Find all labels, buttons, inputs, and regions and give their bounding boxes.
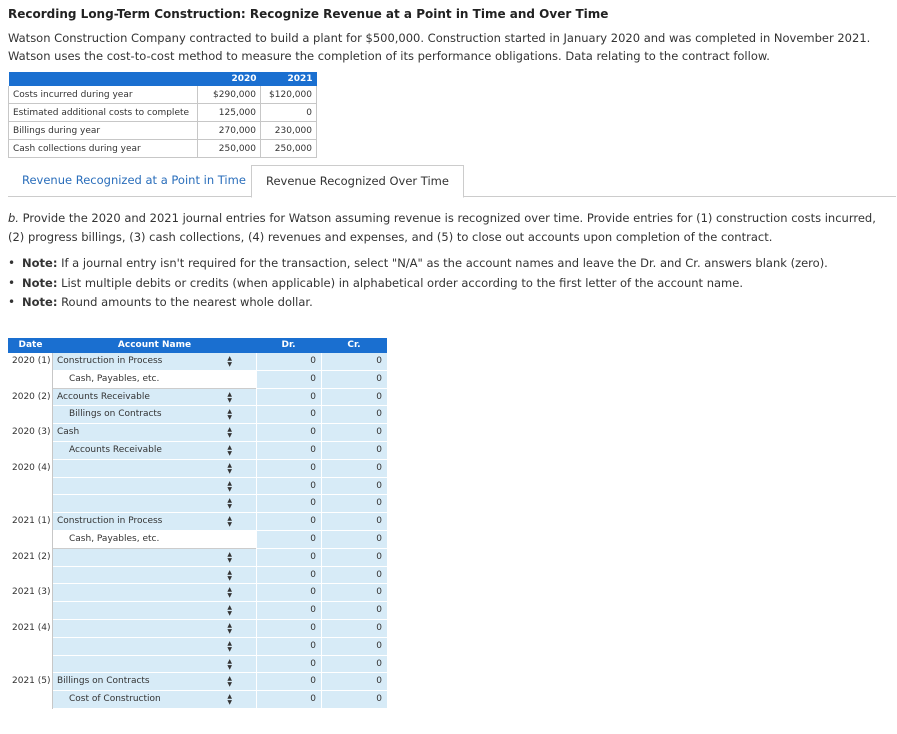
- arrow-glyph-icon: ▼: [227, 610, 232, 618]
- credit-input[interactable]: 0: [321, 478, 387, 496]
- arrow-glyph-icon: ▲: [227, 497, 232, 505]
- credit-input[interactable]: 0: [321, 353, 387, 371]
- credit-input[interactable]: 0: [321, 620, 387, 638]
- account-select[interactable]: [53, 513, 256, 531]
- credit-input[interactable]: 0: [321, 673, 387, 691]
- journal-row: [8, 673, 387, 691]
- account-name: Cash, Payables, etc.: [69, 373, 160, 384]
- journal-row: [8, 442, 387, 460]
- arrow-glyph-icon: ▼: [227, 432, 232, 440]
- account-name-header: Account Name: [117, 340, 192, 350]
- note-label: Note:: [22, 275, 58, 290]
- arrow-glyph-icon: ▼: [227, 467, 232, 475]
- arrow-glyph-icon: ▲: [227, 443, 232, 451]
- credit-input[interactable]: 0: [321, 691, 387, 709]
- select-arrows-icon[interactable]: [227, 356, 232, 368]
- note-item: [8, 274, 888, 294]
- entry-date: 2021 (1): [8, 513, 53, 531]
- debit-input[interactable]: 0: [256, 424, 321, 442]
- row-label: Cash collections during year: [9, 140, 198, 158]
- arrow-glyph-icon: ▼: [227, 396, 232, 404]
- debit-header: Dr.: [281, 340, 296, 350]
- entry-date: [8, 656, 53, 674]
- arrow-glyph-icon: ▲: [227, 621, 232, 629]
- entry-date: [8, 442, 53, 460]
- value-2020: 270,000: [198, 122, 261, 140]
- arrow-glyph-icon: ▼: [227, 361, 232, 368]
- table-row: [9, 122, 317, 140]
- account-name: Billings on Contracts: [57, 676, 150, 687]
- account-name: Construction in Process: [57, 356, 163, 366]
- account-select[interactable]: [53, 620, 256, 638]
- debit-input[interactable]: 0: [256, 389, 321, 407]
- entry-date: [8, 495, 53, 513]
- credit-input[interactable]: 0: [321, 389, 387, 407]
- debit-input[interactable]: 0: [256, 353, 321, 371]
- note-text: Round amounts to the nearest whole dollar.: [57, 295, 313, 309]
- entry-date: [8, 371, 53, 389]
- arrow-glyph-icon: ▲: [227, 693, 232, 701]
- entry-date: 2021 (3): [8, 584, 53, 602]
- account-select[interactable]: [53, 691, 256, 709]
- debit-input[interactable]: 0: [256, 371, 321, 389]
- journal-row: [8, 531, 387, 549]
- arrow-glyph-icon: ▼: [227, 663, 232, 671]
- value-2021: 0: [261, 104, 317, 122]
- account-select[interactable]: [53, 442, 256, 460]
- select-arrows-icon[interactable]: [227, 427, 232, 439]
- debit-input[interactable]: 0: [256, 673, 321, 691]
- contract-data-table: [8, 72, 317, 158]
- debit-input[interactable]: 0: [256, 442, 321, 460]
- value-2020: 125,000: [198, 104, 261, 122]
- journal-row: [8, 371, 387, 389]
- account-fixed: [53, 371, 256, 389]
- arrow-glyph-icon: ▲: [227, 604, 232, 612]
- arrow-glyph-icon: ▼: [227, 699, 232, 707]
- entry-date: [8, 406, 53, 424]
- entry-date: [8, 602, 53, 620]
- arrow-glyph-icon: ▼: [227, 556, 232, 564]
- credit-input[interactable]: 0: [321, 442, 387, 460]
- select-arrows-icon[interactable]: [227, 392, 232, 404]
- credit-input[interactable]: 0: [321, 495, 387, 513]
- arrow-glyph-icon: ▲: [227, 675, 232, 683]
- arrow-glyph-icon: ▼: [227, 521, 232, 529]
- select-arrows-icon[interactable]: [227, 516, 232, 528]
- entry-date: 2020 (2): [8, 389, 53, 407]
- credit-input[interactable]: 0: [321, 656, 387, 674]
- journal-row: [8, 406, 387, 424]
- journal-row: [8, 638, 387, 656]
- arrow-glyph-icon: ▲: [227, 461, 232, 469]
- account-name: Cost of Construction: [69, 694, 161, 705]
- account-fixed: [53, 531, 256, 549]
- arrow-glyph-icon: ▲: [227, 657, 232, 665]
- entry-date: 2020 (3): [8, 424, 53, 442]
- account-name: Accounts Receivable: [69, 444, 162, 455]
- row-label: Costs incurred during year: [9, 86, 198, 104]
- select-arrows-icon[interactable]: [227, 659, 232, 671]
- arrow-glyph-icon: ▼: [227, 414, 232, 422]
- credit-input[interactable]: 0: [321, 602, 387, 620]
- arrow-glyph-icon: ▲: [227, 426, 232, 434]
- entry-date: [8, 691, 53, 709]
- debit-input[interactable]: 0: [256, 638, 321, 656]
- journal-entry-table: [8, 338, 387, 709]
- arrow-glyph-icon: ▲: [227, 355, 232, 362]
- select-arrows-icon[interactable]: [227, 641, 232, 653]
- journal-row: [8, 656, 387, 674]
- note-text: List multiple debits or credits (when applicable) in alphabetical order according to the first letter of the account name.: [57, 275, 743, 290]
- select-arrows-icon[interactable]: [227, 552, 232, 564]
- journal-row: [8, 495, 387, 513]
- entry-date: [8, 567, 53, 585]
- account-select[interactable]: [53, 478, 256, 496]
- debit-input[interactable]: 0: [256, 406, 321, 424]
- select-arrows-icon[interactable]: [227, 694, 232, 706]
- debit-input[interactable]: 0: [256, 531, 321, 549]
- select-arrows-icon[interactable]: [227, 570, 232, 582]
- arrow-glyph-icon: ▼: [227, 681, 232, 689]
- account-name: Cash: [57, 427, 80, 438]
- credit-input[interactable]: 0: [321, 513, 387, 531]
- debit-input[interactable]: 0: [256, 691, 321, 709]
- account-name: Construction in Process: [57, 516, 163, 527]
- row-label: Billings during year: [9, 122, 198, 140]
- journal-header: [8, 338, 387, 353]
- value-2021: 250,000: [261, 140, 317, 158]
- arrow-glyph-icon: ▼: [227, 645, 232, 653]
- arrow-glyph-icon: ▼: [227, 592, 232, 600]
- journal-row: [8, 353, 387, 371]
- debit-input[interactable]: 0: [256, 460, 321, 478]
- credit-input[interactable]: 0: [321, 584, 387, 602]
- journal-row: [8, 584, 387, 602]
- year-header-2021: 2021: [261, 72, 317, 86]
- debit-input[interactable]: 0: [256, 513, 321, 531]
- intro-paragraph: Watson Construction Company contracted to build a plant for $500,000. Construction started in January 2020 and was completed in November 2021. Watson uses the cost-to-cost method to measure the completion of its performance obligations. Data relating to the contract follow.: [8, 31, 871, 63]
- journal-row: [8, 478, 387, 496]
- arrow-glyph-icon: ▲: [227, 479, 232, 487]
- arrow-glyph-icon: ▲: [227, 550, 232, 558]
- arrow-glyph-icon: ▼: [227, 485, 232, 493]
- account-select[interactable]: [53, 424, 256, 442]
- notes-list: [8, 254, 888, 313]
- debit-input[interactable]: 0: [256, 656, 321, 674]
- journal-row: [8, 424, 387, 442]
- note-item: [8, 293, 888, 313]
- credit-input[interactable]: 0: [321, 371, 387, 389]
- credit-input[interactable]: 0: [321, 567, 387, 585]
- credit-input[interactable]: 0: [321, 549, 387, 567]
- account-name: Billings on Contracts: [69, 409, 162, 420]
- year-header-2020: 2020: [198, 72, 261, 86]
- note-label: Note:: [22, 295, 58, 309]
- account-select[interactable]: [53, 602, 256, 620]
- credit-input[interactable]: 0: [321, 424, 387, 442]
- note-item: [8, 254, 888, 274]
- table-corner: [9, 72, 198, 86]
- tab-point-in-time[interactable]: Revenue Recognized at a Point in Time: [22, 173, 246, 187]
- debit-input[interactable]: 0: [256, 620, 321, 638]
- select-arrows-icon[interactable]: [227, 463, 232, 475]
- page-title: Recording Long-Term Construction: Recognize Revenue at a Point in Time and Over Time: [8, 7, 609, 21]
- select-arrows-icon[interactable]: [227, 481, 232, 493]
- entry-date: 2021 (4): [8, 620, 53, 638]
- account-select[interactable]: [53, 584, 256, 602]
- entry-date: 2021 (5): [8, 673, 53, 691]
- debit-input[interactable]: 0: [256, 567, 321, 585]
- value-2020: $290,000: [198, 86, 261, 104]
- account-select[interactable]: [53, 389, 256, 407]
- date-header: Date: [18, 340, 43, 350]
- arrow-glyph-icon: ▼: [227, 449, 232, 457]
- tab-over-time[interactable]: Revenue Recognized Over Time: [251, 165, 464, 198]
- value-2020: 250,000: [198, 140, 261, 158]
- arrow-glyph-icon: ▲: [227, 390, 232, 398]
- account-select[interactable]: [53, 460, 256, 478]
- arrow-glyph-icon: ▲: [227, 568, 232, 576]
- select-arrows-icon[interactable]: [227, 498, 232, 510]
- account-name: Cash, Payables, etc.: [69, 533, 160, 544]
- select-arrows-icon[interactable]: [227, 605, 232, 617]
- select-arrows-icon[interactable]: [227, 676, 232, 688]
- arrow-glyph-icon: ▼: [227, 627, 232, 635]
- tab-bar: [8, 165, 896, 197]
- arrow-glyph-icon: ▲: [227, 586, 232, 594]
- entry-date: [8, 531, 53, 549]
- debit-input[interactable]: 0: [256, 602, 321, 620]
- credit-header: Cr.: [347, 340, 361, 350]
- value-2021: $120,000: [261, 86, 317, 104]
- credit-input[interactable]: 0: [321, 531, 387, 549]
- debit-input[interactable]: 0: [256, 478, 321, 496]
- note-label: Note:: [22, 256, 58, 270]
- account-select[interactable]: [53, 656, 256, 674]
- account-select[interactable]: [53, 549, 256, 567]
- entry-date: 2020 (1): [8, 353, 53, 371]
- select-arrows-icon[interactable]: [227, 445, 232, 457]
- journal-row: [8, 602, 387, 620]
- journal-row: [8, 567, 387, 585]
- journal-row: [8, 513, 387, 531]
- debit-input[interactable]: 0: [256, 584, 321, 602]
- entry-date: 2021 (2): [8, 549, 53, 567]
- arrow-glyph-icon: ▼: [227, 574, 232, 582]
- debit-input[interactable]: 0: [256, 549, 321, 567]
- select-arrows-icon[interactable]: [227, 409, 232, 421]
- select-arrows-icon[interactable]: [227, 623, 232, 635]
- account-select[interactable]: [53, 406, 256, 424]
- arrow-glyph-icon: ▲: [227, 639, 232, 647]
- account-select[interactable]: [53, 353, 256, 371]
- account-select[interactable]: [53, 673, 256, 691]
- debit-input[interactable]: 0: [256, 495, 321, 513]
- arrow-glyph-icon: ▼: [227, 503, 232, 511]
- credit-input[interactable]: 0: [321, 460, 387, 478]
- table-row: [9, 86, 317, 104]
- arrow-glyph-icon: ▲: [227, 408, 232, 416]
- account-select[interactable]: [53, 567, 256, 585]
- journal-row: [8, 620, 387, 638]
- entry-date: 2020 (4): [8, 460, 53, 478]
- row-label: Estimated additional costs to complete: [9, 104, 198, 122]
- arrow-glyph-icon: ▲: [227, 515, 232, 523]
- entry-date: [8, 478, 53, 496]
- credit-input[interactable]: 0: [321, 638, 387, 656]
- journal-row: [8, 549, 387, 567]
- instruction-text: b. Provide the 2020 and 2021 journal entries for Watson assuming revenue is recognized over time. Provide entries for (1) construction costs incurred, (2) progress billings, (3) cash collections, (4) revenues and expenses, and (5) to close out accounts upon completion of the contract.: [8, 211, 876, 244]
- journal-row: [8, 691, 387, 709]
- credit-input[interactable]: 0: [321, 406, 387, 424]
- account-select[interactable]: [53, 495, 256, 513]
- journal-row: [8, 389, 387, 407]
- table-row: [9, 104, 317, 122]
- select-arrows-icon[interactable]: [227, 587, 232, 599]
- table-row: [9, 140, 317, 158]
- note-text: If a journal entry isn't required for the transaction, select "N/A" as the account names and leave the Dr. and Cr. answers blank (zero).: [57, 256, 828, 270]
- journal-row: [8, 460, 387, 478]
- account-name: Accounts Receivable: [57, 391, 150, 402]
- value-2021: 230,000: [261, 122, 317, 140]
- account-select[interactable]: [53, 638, 256, 656]
- entry-date: [8, 638, 53, 656]
